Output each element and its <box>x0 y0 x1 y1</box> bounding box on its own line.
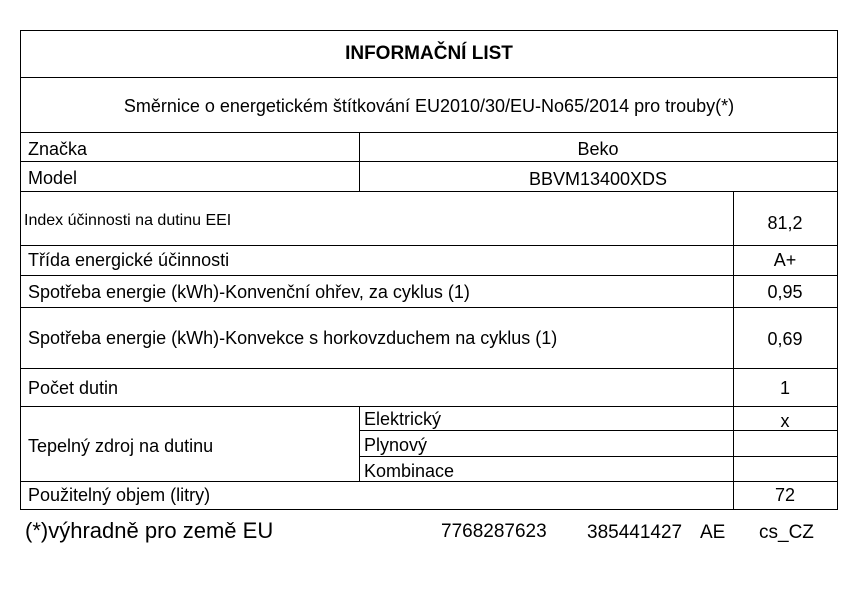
footer-code-3: AE <box>700 522 726 543</box>
directive-subtitle: Směrnice o energetickém štítkování EU2010/30/EU-No65/2014 pro trouby(*) <box>123 96 735 116</box>
model-value: BBVM13400XDS <box>528 169 668 189</box>
divider <box>21 406 837 407</box>
convection-energy-label: Spotřeba energie (kWh)-Konvekce s horkovzduchem na cyklus (1) <box>28 328 558 348</box>
divider <box>21 191 837 192</box>
divider <box>21 77 837 78</box>
footer-locale: cs_CZ <box>759 522 814 543</box>
footer-eu-note: (*)výhradně pro země EU <box>25 518 274 543</box>
divider <box>21 161 837 162</box>
heat-source-electric-value: x <box>780 411 790 431</box>
divider <box>21 275 837 276</box>
cavities-value: 1 <box>779 378 790 398</box>
brand-value: Beko <box>577 139 619 159</box>
divider <box>21 368 837 369</box>
brand-label: Značka <box>28 139 88 159</box>
eei-label: Index účinnosti na dutinu EEI <box>24 212 232 229</box>
divider <box>21 245 837 246</box>
eei-value: 81,2 <box>767 213 803 233</box>
energy-class-label: Třída energické účinnosti <box>28 250 230 270</box>
conventional-energy-label: Spotřeba energie (kWh)-Konvenční ohřev, za cyklus (1) <box>28 282 470 302</box>
heat-source-electric-label: Elektrický <box>364 409 442 429</box>
cavities-label: Počet dutin <box>28 378 119 398</box>
conventional-energy-value: 0,95 <box>767 282 803 302</box>
heat-source-label: Tepelný zdroj na dutinu <box>28 436 214 456</box>
footer-code-1: 7768287623 <box>441 521 547 542</box>
divider <box>21 481 837 482</box>
heat-source-combination-label: Kombinace <box>364 461 455 481</box>
page-title: INFORMAČNÍ LIST <box>345 43 513 64</box>
divider <box>359 456 837 457</box>
divider <box>21 307 837 308</box>
heat-source-gas-label: Plynový <box>364 435 428 455</box>
divider <box>733 191 734 509</box>
volume-label: Použitelný objem (litry) <box>28 485 211 505</box>
convection-energy-value: 0,69 <box>767 329 803 349</box>
volume-value: 72 <box>774 485 796 505</box>
energy-class-value: A+ <box>773 250 797 270</box>
divider <box>359 406 360 481</box>
model-label: Model <box>28 168 78 188</box>
info-sheet-table <box>20 30 838 510</box>
divider <box>21 132 837 133</box>
footer-code-2: 385441427 <box>587 522 683 543</box>
